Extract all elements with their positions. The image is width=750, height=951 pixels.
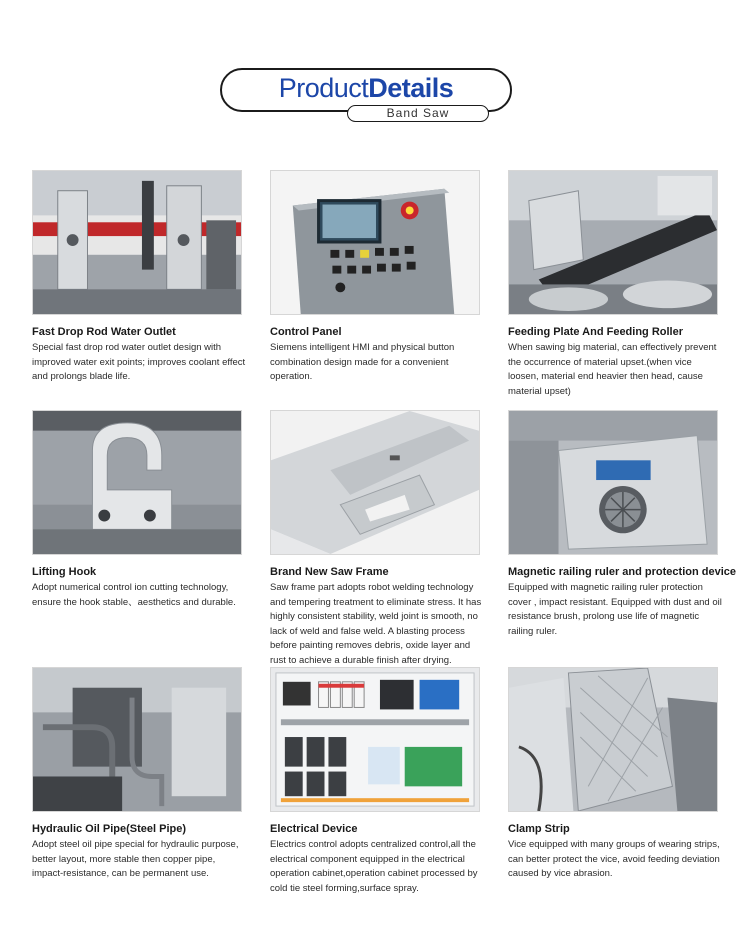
- photo-water-outlet: [32, 170, 242, 315]
- photo-magnetic-ruler: [508, 410, 718, 555]
- photo-hydraulic-pipe: [32, 667, 242, 812]
- item-description: Vice equipped with many groups of wearing strips, can better protect the vice, avoid feeding deviation caused by vice abrasion.: [508, 839, 720, 880]
- item-description: Electrics control adopts centralized control,all the electrical component equipped in the electrical operation cabinet,operation cabinet processed by cold tie steel forming,surface spray.: [270, 839, 478, 894]
- item-description: Siemens intelligent HMI and physical button combination design made for a convenient operation.: [270, 342, 455, 383]
- item-description: Equipped with magnetic railing ruler protection cover , impact resistant. Equipped with dust and oil resistance brush, prolong use life of magnetic railing ruler.: [508, 582, 722, 637]
- item-description: Saw frame part adopts robot welding technology and tempering treatment to eliminate stress. It has highly consistent stability, weld joint is smooth, no lack of weld and false weld. A blasting process before painting removes debris, oxide layer and rust to achieve a durable finish after drying.: [270, 582, 482, 666]
- item-title: Feeding Plate And Feeding Roller: [508, 326, 684, 338]
- photo-control-panel: [270, 170, 480, 315]
- item-title: Clamp Strip: [508, 823, 570, 835]
- photo-feeding-plate: [508, 170, 718, 315]
- item-description: Special fast drop rod water outlet design with improved water exit points; improves coolant effect and prolongs blade life.: [32, 342, 246, 383]
- item-description: Adopt numerical control ion cutting technology, ensure the hook stable、aesthetics and durable.: [32, 582, 236, 608]
- page-subtitle: Band Saw: [347, 105, 489, 122]
- item-title: Magnetic railing ruler and protection device: [508, 566, 736, 578]
- item-title: Hydraulic Oil Pipe(Steel Pipe): [32, 823, 187, 835]
- item-title: Electrical Device: [270, 823, 358, 835]
- page-title: [220, 72, 512, 104]
- photo-lifting-hook: [32, 410, 242, 555]
- item-description: Adopt steel oil pipe special for hydraulic purpose, better layout, more stable then copper pipe, impact-resistance, can be permanent use.: [32, 839, 239, 880]
- photo-clamp-strip: [508, 667, 718, 812]
- photo-electrical-device: [270, 667, 480, 812]
- item-title: Brand New Saw Frame: [270, 566, 389, 578]
- page-header: [0, 0, 750, 130]
- title-word-product: Product: [278, 73, 369, 103]
- item-title: Control Panel: [270, 326, 342, 338]
- item-title: Fast Drop Rod Water Outlet: [32, 326, 176, 338]
- photo-saw-frame: [270, 410, 480, 555]
- item-title: Lifting Hook: [32, 566, 97, 578]
- title-word-details: Details: [368, 73, 454, 103]
- item-description: When sawing big material, can effectively prevent the occurrence of material upset.(when vice loosen, material end heavier then head, cause material upset): [508, 342, 717, 397]
